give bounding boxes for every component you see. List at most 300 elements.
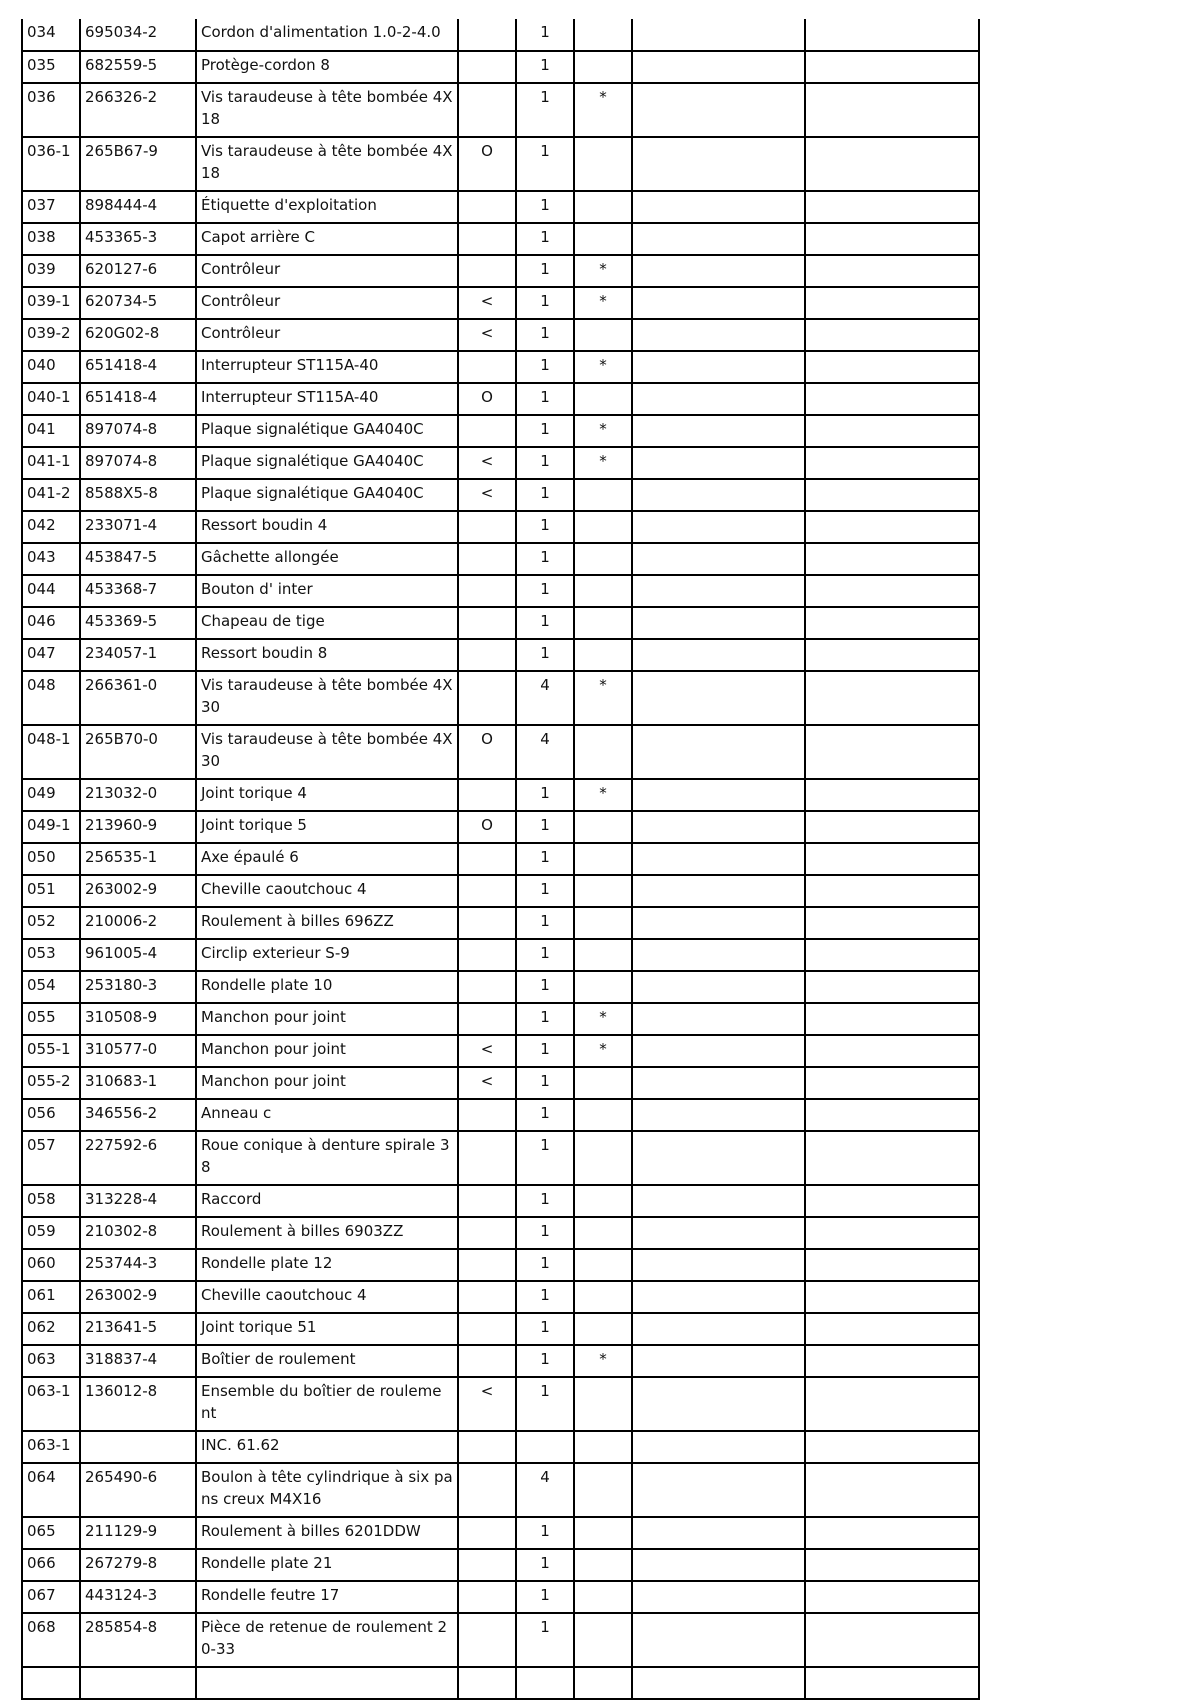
- description-cell: Rondelle plate 10: [196, 971, 458, 1003]
- part-number-cell: 620127-6: [80, 255, 196, 287]
- empty-cell: [632, 639, 805, 671]
- note-cell: [574, 1217, 632, 1249]
- table-row: [22, 1517, 979, 1549]
- note-cell: [574, 1549, 632, 1581]
- description-cell: Cheville caoutchouc 4: [196, 875, 458, 907]
- quantity-cell: 1: [516, 1067, 574, 1099]
- description-cell: Vis taraudeuse à tête bombée 4X 18: [196, 137, 458, 191]
- note-cell: [574, 1185, 632, 1217]
- note-cell: [574, 479, 632, 511]
- description-cell: Étiquette d'exploitation: [196, 191, 458, 223]
- empty-cell: [805, 575, 979, 607]
- empty-cell: [805, 843, 979, 875]
- note-cell: [574, 319, 632, 351]
- part-number-cell: 453365-3: [80, 223, 196, 255]
- marker-cell: O: [458, 137, 516, 191]
- empty-cell: [632, 725, 805, 779]
- empty-cell: [632, 1345, 805, 1377]
- marker-cell: <: [458, 447, 516, 479]
- part-number-cell: 266326-2: [80, 83, 196, 137]
- empty-cell: [632, 1549, 805, 1581]
- empty-cell: [805, 19, 979, 51]
- table-row: [22, 137, 979, 191]
- quantity-cell: 1: [516, 1099, 574, 1131]
- part-number-cell: 313228-4: [80, 1185, 196, 1217]
- parts-table: [21, 19, 980, 1700]
- empty-cell: [805, 607, 979, 639]
- table-row: [22, 1549, 979, 1581]
- note-cell: *: [574, 447, 632, 479]
- quantity-cell: 1: [516, 843, 574, 875]
- marker-cell: [458, 19, 516, 51]
- marker-cell: O: [458, 725, 516, 779]
- empty-cell: [632, 1217, 805, 1249]
- table-row: [22, 639, 979, 671]
- item-number-cell: 065: [22, 1517, 80, 1549]
- empty-cell: [632, 287, 805, 319]
- table-row: [22, 811, 979, 843]
- table-row: [22, 607, 979, 639]
- empty-cell: [805, 1035, 979, 1067]
- item-number-cell: 040-1: [22, 383, 80, 415]
- part-number-cell: [80, 1667, 196, 1699]
- item-number-cell: 039-2: [22, 319, 80, 351]
- empty-cell: [805, 1517, 979, 1549]
- note-cell: [574, 511, 632, 543]
- part-number-cell: 453368-7: [80, 575, 196, 607]
- table-row: [22, 671, 979, 725]
- part-number-cell: 285854-8: [80, 1613, 196, 1667]
- description-cell: Bouton d' inter: [196, 575, 458, 607]
- note-cell: [574, 811, 632, 843]
- marker-cell: [458, 779, 516, 811]
- table-row: [22, 1003, 979, 1035]
- table-row: [22, 725, 979, 779]
- quantity-cell: 1: [516, 51, 574, 83]
- description-cell: Interrupteur ST115A-40: [196, 351, 458, 383]
- note-cell: [574, 1099, 632, 1131]
- part-number-cell: 318837-4: [80, 1345, 196, 1377]
- quantity-cell: 1: [516, 287, 574, 319]
- empty-cell: [805, 223, 979, 255]
- empty-cell: [805, 319, 979, 351]
- empty-cell: [805, 1131, 979, 1185]
- empty-cell: [632, 1431, 805, 1463]
- empty-cell: [805, 137, 979, 191]
- empty-cell: [805, 1463, 979, 1517]
- empty-cell: [632, 137, 805, 191]
- part-number-cell: 897074-8: [80, 447, 196, 479]
- empty-cell: [805, 1099, 979, 1131]
- description-cell: Joint torique 51: [196, 1313, 458, 1345]
- empty-cell: [805, 875, 979, 907]
- description-cell: Roulement à billes 696ZZ: [196, 907, 458, 939]
- quantity-cell: 1: [516, 1217, 574, 1249]
- quantity-cell: 1: [516, 383, 574, 415]
- empty-cell: [632, 811, 805, 843]
- description-cell: Roue conique à denture spirale 3 8: [196, 1131, 458, 1185]
- empty-cell: [632, 1281, 805, 1313]
- quantity-cell: 1: [516, 1281, 574, 1313]
- description-cell: Vis taraudeuse à tête bombée 4X 30: [196, 671, 458, 725]
- item-number-cell: 056: [22, 1099, 80, 1131]
- empty-cell: [805, 255, 979, 287]
- empty-cell: [805, 671, 979, 725]
- empty-cell: [632, 1099, 805, 1131]
- description-cell: Rondelle plate 21: [196, 1549, 458, 1581]
- table-row: [22, 1099, 979, 1131]
- quantity-cell: 1: [516, 1185, 574, 1217]
- item-number-cell: 060: [22, 1249, 80, 1281]
- empty-cell: [805, 447, 979, 479]
- empty-cell: [805, 1217, 979, 1249]
- quantity-cell: 1: [516, 575, 574, 607]
- table-row: [22, 1431, 979, 1463]
- description-cell: Vis taraudeuse à tête bombée 4X 18: [196, 83, 458, 137]
- note-cell: [574, 1249, 632, 1281]
- quantity-cell: 4: [516, 671, 574, 725]
- empty-cell: [805, 939, 979, 971]
- table-row: [22, 779, 979, 811]
- marker-cell: [458, 1667, 516, 1699]
- description-cell: Plaque signalétique GA4040C: [196, 447, 458, 479]
- marker-cell: [458, 671, 516, 725]
- empty-cell: [805, 907, 979, 939]
- marker-cell: [458, 1131, 516, 1185]
- part-number-cell: 443124-3: [80, 1581, 196, 1613]
- marker-cell: [458, 83, 516, 137]
- note-cell: [574, 19, 632, 51]
- empty-cell: [805, 1185, 979, 1217]
- quantity-cell: 1: [516, 607, 574, 639]
- table-row: [22, 543, 979, 575]
- table-row: [22, 83, 979, 137]
- description-cell: Anneau c: [196, 1099, 458, 1131]
- empty-cell: [805, 1549, 979, 1581]
- part-number-cell: 266361-0: [80, 671, 196, 725]
- empty-cell: [805, 1345, 979, 1377]
- empty-cell: [805, 351, 979, 383]
- item-number-cell: 063-1: [22, 1431, 80, 1463]
- note-cell: [574, 1131, 632, 1185]
- note-cell: *: [574, 255, 632, 287]
- item-number-cell: 061: [22, 1281, 80, 1313]
- quantity-cell: 1: [516, 1517, 574, 1549]
- table-row: [22, 1463, 979, 1517]
- description-cell: Manchon pour joint: [196, 1003, 458, 1035]
- note-cell: [574, 907, 632, 939]
- quantity-cell: 1: [516, 1035, 574, 1067]
- empty-cell: [632, 1463, 805, 1517]
- item-number-cell: 051: [22, 875, 80, 907]
- note-cell: *: [574, 1035, 632, 1067]
- quantity-cell: 1: [516, 511, 574, 543]
- item-number-cell: 059: [22, 1217, 80, 1249]
- table-row: [22, 191, 979, 223]
- quantity-cell: 1: [516, 137, 574, 191]
- table-row: [22, 971, 979, 1003]
- item-number-cell: 055-2: [22, 1067, 80, 1099]
- part-number-cell: 136012-8: [80, 1377, 196, 1431]
- table-row: [22, 1377, 979, 1431]
- quantity-cell: 1: [516, 1249, 574, 1281]
- quantity-cell: 1: [516, 1581, 574, 1613]
- part-number-cell: 620G02-8: [80, 319, 196, 351]
- part-number-cell: 898444-4: [80, 191, 196, 223]
- empty-cell: [632, 415, 805, 447]
- empty-cell: [805, 811, 979, 843]
- description-cell: Rondelle plate 12: [196, 1249, 458, 1281]
- description-cell: Gâchette allongée: [196, 543, 458, 575]
- quantity-cell: 1: [516, 447, 574, 479]
- empty-cell: [632, 479, 805, 511]
- note-cell: [574, 223, 632, 255]
- quantity-cell: 1: [516, 1549, 574, 1581]
- item-number-cell: 039: [22, 255, 80, 287]
- marker-cell: [458, 875, 516, 907]
- note-cell: [574, 639, 632, 671]
- quantity-cell: 1: [516, 907, 574, 939]
- note-cell: [574, 1067, 632, 1099]
- empty-cell: [632, 351, 805, 383]
- marker-cell: [458, 607, 516, 639]
- part-number-cell: 213032-0: [80, 779, 196, 811]
- empty-cell: [632, 875, 805, 907]
- empty-cell: [632, 607, 805, 639]
- table-row: [22, 19, 979, 51]
- table-row: [22, 1035, 979, 1067]
- quantity-cell: 1: [516, 1003, 574, 1035]
- empty-cell: [805, 1613, 979, 1667]
- empty-cell: [632, 83, 805, 137]
- marker-cell: [458, 1281, 516, 1313]
- empty-cell: [805, 1377, 979, 1431]
- part-number-cell: 234057-1: [80, 639, 196, 671]
- empty-cell: [805, 383, 979, 415]
- marker-cell: <: [458, 287, 516, 319]
- quantity-cell: 1: [516, 191, 574, 223]
- empty-cell: [632, 971, 805, 1003]
- item-number-cell: [22, 1667, 80, 1699]
- quantity-cell: 1: [516, 479, 574, 511]
- part-number-cell: 213960-9: [80, 811, 196, 843]
- empty-cell: [805, 51, 979, 83]
- empty-cell: [805, 779, 979, 811]
- part-number-cell: 961005-4: [80, 939, 196, 971]
- note-cell: *: [574, 415, 632, 447]
- empty-cell: [632, 511, 805, 543]
- part-number-cell: 651418-4: [80, 351, 196, 383]
- marker-cell: [458, 415, 516, 447]
- table-row: [22, 447, 979, 479]
- table-row: [22, 1345, 979, 1377]
- item-number-cell: 053: [22, 939, 80, 971]
- marker-cell: <: [458, 479, 516, 511]
- description-cell: Ressort boudin 4: [196, 511, 458, 543]
- description-cell: Contrôleur: [196, 287, 458, 319]
- empty-cell: [632, 1517, 805, 1549]
- empty-cell: [632, 319, 805, 351]
- item-number-cell: 036-1: [22, 137, 80, 191]
- item-number-cell: 062: [22, 1313, 80, 1345]
- marker-cell: [458, 1249, 516, 1281]
- item-number-cell: 054: [22, 971, 80, 1003]
- item-number-cell: 063-1: [22, 1377, 80, 1431]
- empty-cell: [632, 543, 805, 575]
- item-number-cell: 047: [22, 639, 80, 671]
- note-cell: [574, 971, 632, 1003]
- marker-cell: [458, 1517, 516, 1549]
- table-row: [22, 351, 979, 383]
- description-cell: Circlip exterieur S-9: [196, 939, 458, 971]
- marker-cell: [458, 843, 516, 875]
- empty-cell: [632, 575, 805, 607]
- item-number-cell: 068: [22, 1613, 80, 1667]
- note-cell: [574, 543, 632, 575]
- table-row: [22, 1613, 979, 1667]
- quantity-cell: 1: [516, 779, 574, 811]
- marker-cell: [458, 543, 516, 575]
- empty-cell: [632, 383, 805, 415]
- note-cell: [574, 843, 632, 875]
- table-row: [22, 1249, 979, 1281]
- table-row: [22, 907, 979, 939]
- empty-cell: [632, 1313, 805, 1345]
- empty-cell: [805, 511, 979, 543]
- description-cell: Protège-cordon 8: [196, 51, 458, 83]
- table-row: [22, 51, 979, 83]
- item-number-cell: 041: [22, 415, 80, 447]
- empty-cell: [632, 255, 805, 287]
- part-number-cell: 210006-2: [80, 907, 196, 939]
- part-number-cell: 265490-6: [80, 1463, 196, 1517]
- note-cell: [574, 1463, 632, 1517]
- table-row: [22, 875, 979, 907]
- part-number-cell: 453369-5: [80, 607, 196, 639]
- marker-cell: [458, 351, 516, 383]
- empty-cell: [805, 971, 979, 1003]
- item-number-cell: 052: [22, 907, 80, 939]
- note-cell: [574, 875, 632, 907]
- note-cell: [574, 1431, 632, 1463]
- item-number-cell: 034: [22, 19, 80, 51]
- item-number-cell: 055: [22, 1003, 80, 1035]
- description-cell: Boulon à tête cylindrique à six pa ns creux M4X16: [196, 1463, 458, 1517]
- item-number-cell: 050: [22, 843, 80, 875]
- description-cell: Contrôleur: [196, 319, 458, 351]
- marker-cell: [458, 939, 516, 971]
- empty-cell: [632, 51, 805, 83]
- marker-cell: [458, 1431, 516, 1463]
- description-cell: Joint torique 5: [196, 811, 458, 843]
- note-cell: *: [574, 671, 632, 725]
- note-cell: [574, 1517, 632, 1549]
- part-number-cell: 8588X5-8: [80, 479, 196, 511]
- description-cell: Boîtier de roulement: [196, 1345, 458, 1377]
- part-number-cell: 620734-5: [80, 287, 196, 319]
- description-cell: Ressort boudin 8: [196, 639, 458, 671]
- quantity-cell: 1: [516, 639, 574, 671]
- table-row: [22, 1217, 979, 1249]
- quantity-cell: 1: [516, 415, 574, 447]
- item-number-cell: 044: [22, 575, 80, 607]
- item-number-cell: 048-1: [22, 725, 80, 779]
- marker-cell: [458, 639, 516, 671]
- note-cell: [574, 137, 632, 191]
- item-number-cell: 055-1: [22, 1035, 80, 1067]
- item-number-cell: 046: [22, 607, 80, 639]
- note-cell: *: [574, 779, 632, 811]
- item-number-cell: 040: [22, 351, 80, 383]
- empty-cell: [805, 479, 979, 511]
- marker-cell: [458, 1217, 516, 1249]
- empty-cell: [805, 1313, 979, 1345]
- description-cell: Vis taraudeuse à tête bombée 4X 30: [196, 725, 458, 779]
- quantity-cell: 1: [516, 543, 574, 575]
- note-cell: [574, 725, 632, 779]
- marker-cell: [458, 191, 516, 223]
- part-number-cell: 267279-8: [80, 1549, 196, 1581]
- table-row: [22, 575, 979, 607]
- quantity-cell: 1: [516, 971, 574, 1003]
- item-number-cell: 064: [22, 1463, 80, 1517]
- item-number-cell: 037: [22, 191, 80, 223]
- empty-cell: [805, 1067, 979, 1099]
- quantity-cell: 1: [516, 1377, 574, 1431]
- item-number-cell: 057: [22, 1131, 80, 1185]
- empty-cell: [805, 1281, 979, 1313]
- marker-cell: <: [458, 1377, 516, 1431]
- description-cell: Manchon pour joint: [196, 1035, 458, 1067]
- note-cell: [574, 51, 632, 83]
- note-cell: [574, 939, 632, 971]
- quantity-cell: 1: [516, 83, 574, 137]
- empty-cell: [632, 1035, 805, 1067]
- note-cell: [574, 1581, 632, 1613]
- item-number-cell: 035: [22, 51, 80, 83]
- item-number-cell: 038: [22, 223, 80, 255]
- quantity-cell: 1: [516, 1345, 574, 1377]
- table-row: [22, 1281, 979, 1313]
- note-cell: [574, 383, 632, 415]
- item-number-cell: 036: [22, 83, 80, 137]
- item-number-cell: 049: [22, 779, 80, 811]
- description-cell: Roulement à billes 6201DDW: [196, 1517, 458, 1549]
- table-row: [22, 1667, 979, 1699]
- marker-cell: O: [458, 811, 516, 843]
- empty-cell: [632, 779, 805, 811]
- marker-cell: [458, 575, 516, 607]
- empty-cell: [805, 725, 979, 779]
- quantity-cell: 1: [516, 1131, 574, 1185]
- table-row: [22, 255, 979, 287]
- table-row: [22, 223, 979, 255]
- empty-cell: [632, 1003, 805, 1035]
- description-cell: Manchon pour joint: [196, 1067, 458, 1099]
- part-number-cell: 213641-5: [80, 1313, 196, 1345]
- item-number-cell: 041-2: [22, 479, 80, 511]
- note-cell: [574, 1313, 632, 1345]
- note-cell: [574, 575, 632, 607]
- marker-cell: [458, 907, 516, 939]
- description-cell: INC. 61.62: [196, 1431, 458, 1463]
- note-cell: *: [574, 83, 632, 137]
- description-cell: Plaque signalétique GA4040C: [196, 479, 458, 511]
- marker-cell: [458, 1313, 516, 1345]
- part-number-cell: 227592-6: [80, 1131, 196, 1185]
- part-number-cell: 310577-0: [80, 1035, 196, 1067]
- description-cell: Raccord: [196, 1185, 458, 1217]
